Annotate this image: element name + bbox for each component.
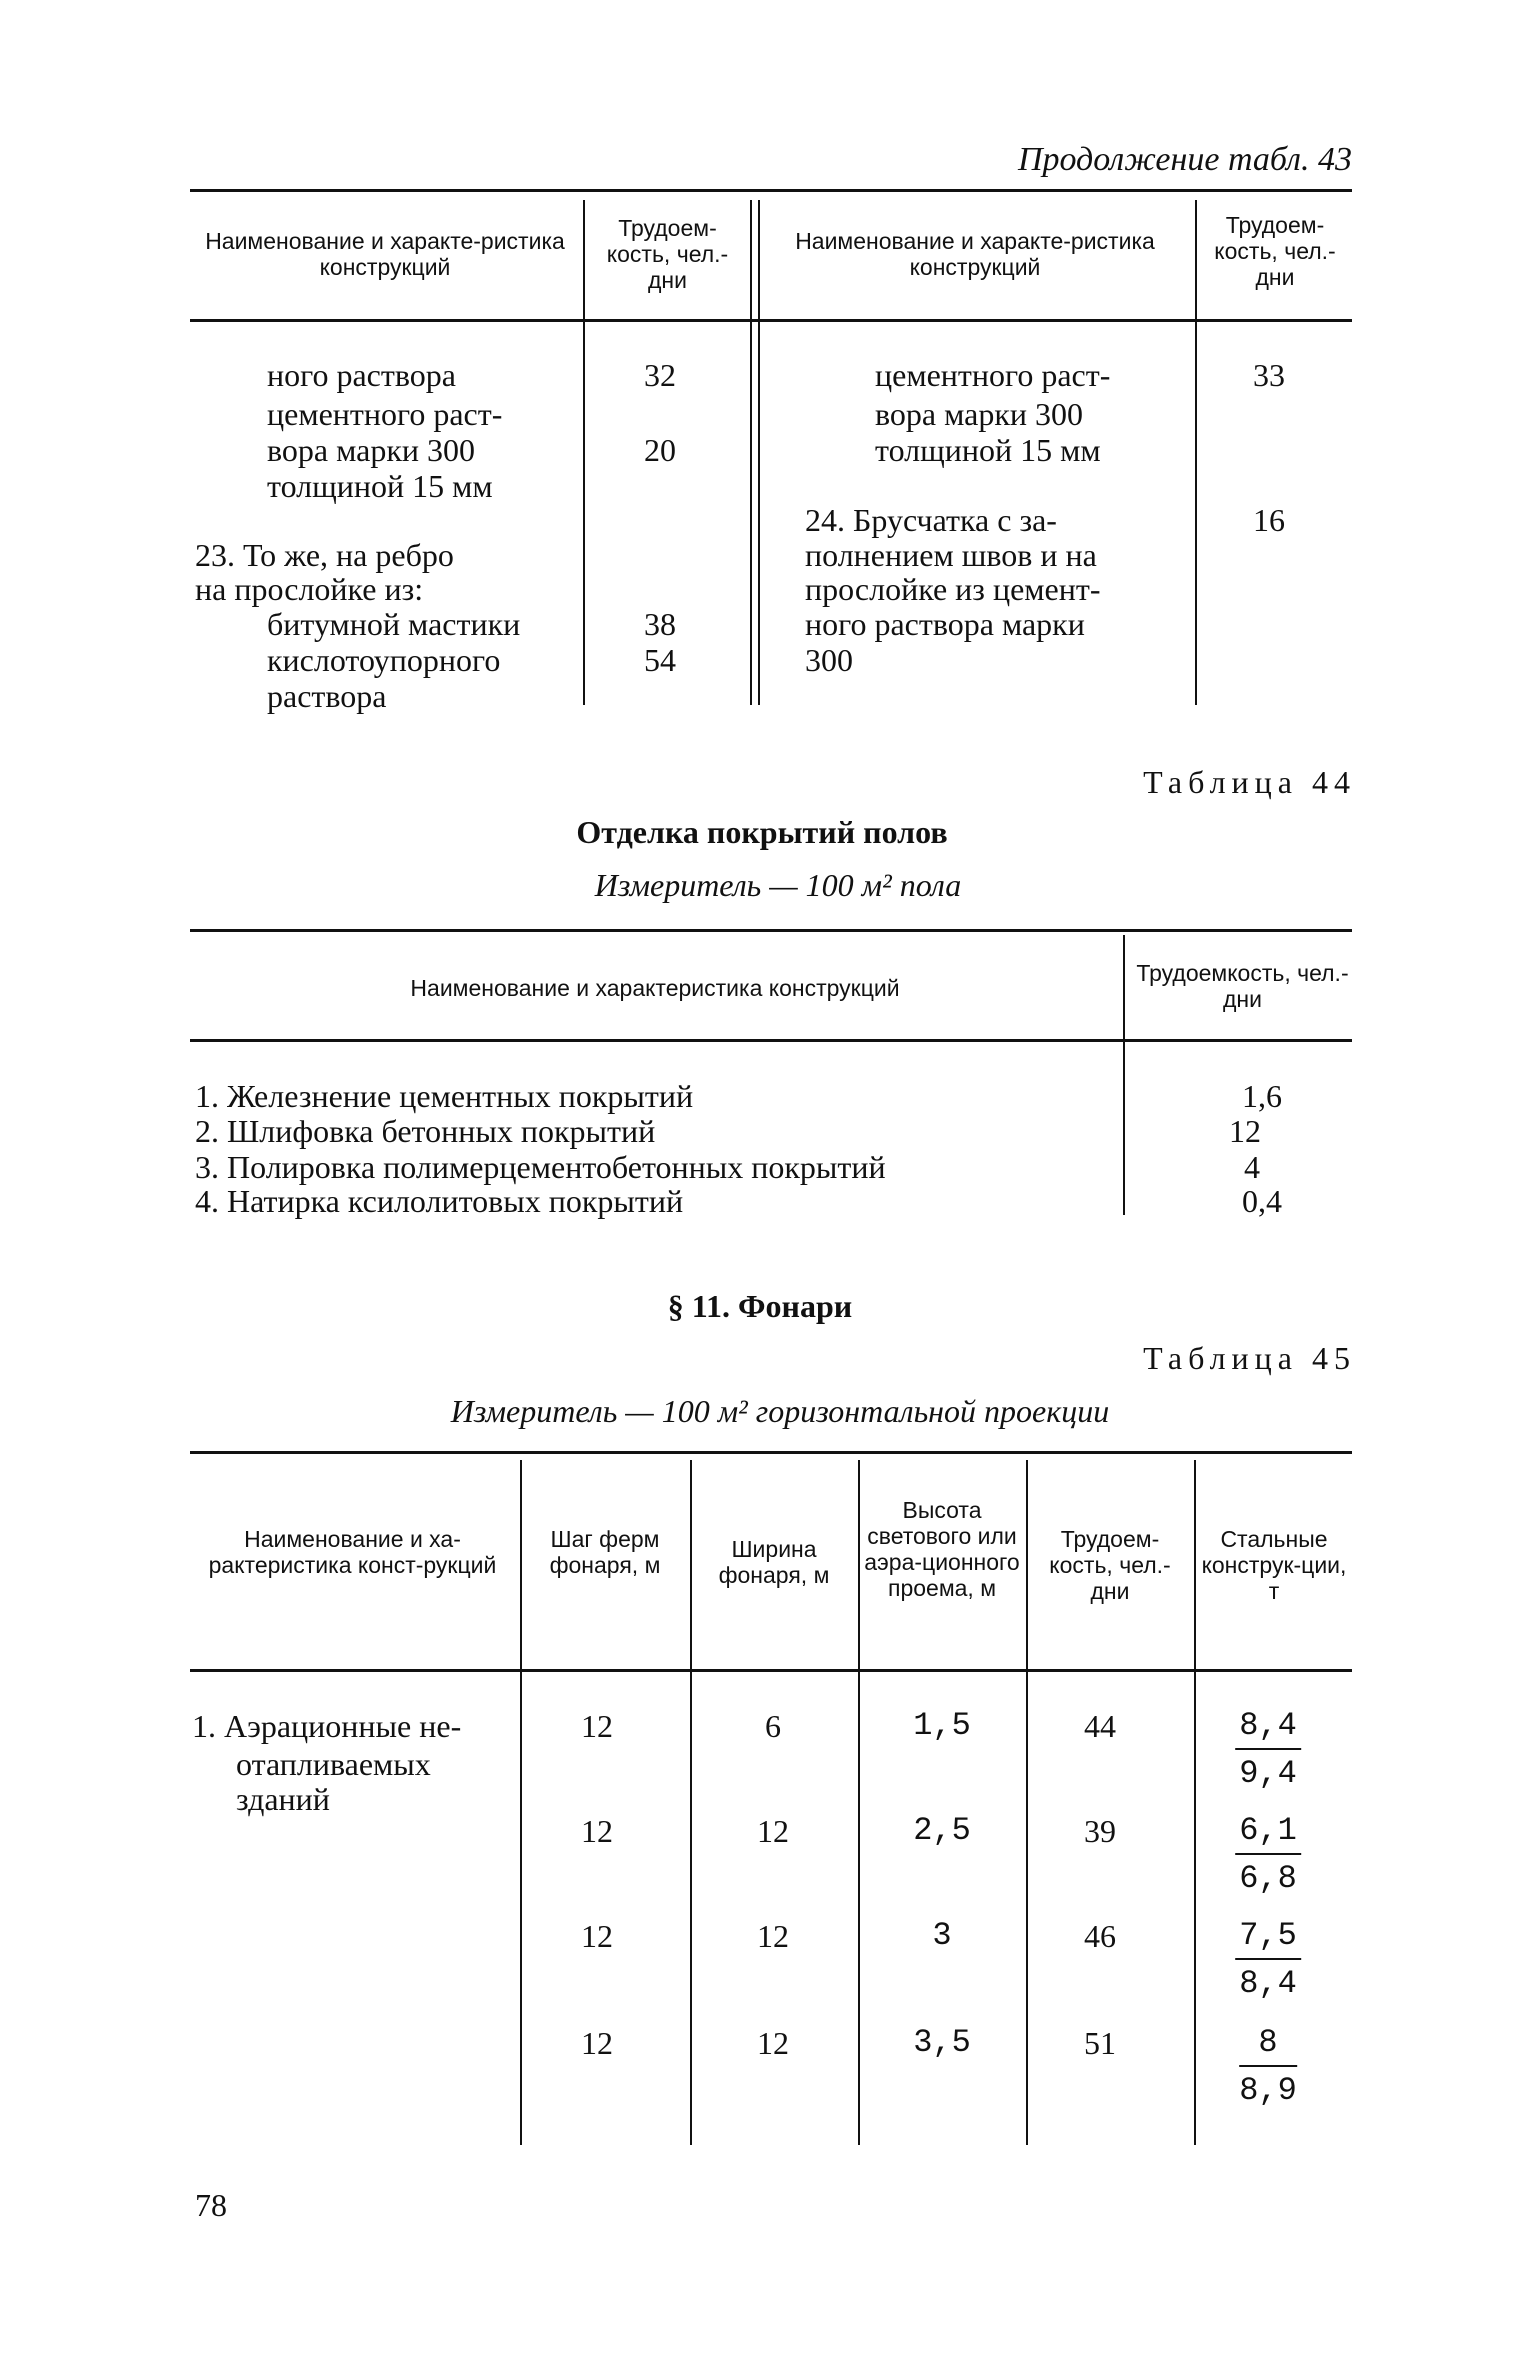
page-number: 78 xyxy=(195,2187,227,2223)
text-line: кислотоупорного xyxy=(267,642,501,678)
cell-step: 12 xyxy=(581,1708,613,1744)
cell-step: 12 xyxy=(581,1918,613,1954)
value: 38 xyxy=(644,606,676,642)
table-row-value: 4 xyxy=(1244,1149,1260,1185)
cell-labor: 44 xyxy=(1084,1708,1116,1744)
column-divider xyxy=(1123,935,1125,1215)
table-title: Отделка покрытий полов xyxy=(576,814,948,850)
column-divider xyxy=(1194,1460,1196,2145)
column-divider xyxy=(1195,200,1197,705)
value: 16 xyxy=(1253,502,1285,538)
continuation-label: Продолжение табл. 43 xyxy=(1017,141,1352,178)
table-label: Таблица 45 xyxy=(1143,1340,1356,1376)
column-divider xyxy=(520,1460,522,2145)
cell-step: 12 xyxy=(581,1813,613,1849)
value: 54 xyxy=(644,642,676,678)
rule xyxy=(190,1669,1352,1672)
text-line: цементного раст- xyxy=(875,357,1111,393)
column-divider xyxy=(750,200,752,705)
text-line: раствора xyxy=(267,678,387,714)
header-labor: Трудоемкость, чел.-дни xyxy=(1136,960,1349,1012)
steel-denominator: 8,4 xyxy=(1239,1965,1297,2002)
rule xyxy=(190,929,1352,932)
text-line: прослойке из цемент- xyxy=(805,571,1101,607)
text-line: толщиной 15 мм xyxy=(875,432,1101,468)
text-line: вора марки 300 xyxy=(875,396,1083,432)
header-name: Наименование и характе-ристика конструкций xyxy=(795,228,1155,280)
text-line: на прослойке из: xyxy=(195,571,424,607)
value: 20 xyxy=(644,432,676,468)
table-row-name: 3. Полировка полимерцементобетонных покрытий xyxy=(195,1149,886,1185)
table-label: Таблица 44 xyxy=(1143,764,1356,800)
steel-numerator: 8 xyxy=(1239,2025,1297,2067)
cell-height: 3,5 xyxy=(913,2024,971,2061)
text-line: 24. Брусчатка с за- xyxy=(805,502,1057,538)
column-divider xyxy=(583,200,585,705)
table-unit: Измеритель — 100 м² горизонтальной проекции xyxy=(450,1393,1110,1429)
header-name: Наименование и характеристика конструкций xyxy=(410,975,900,1001)
cell-width: 12 xyxy=(757,1813,789,1849)
rule xyxy=(190,319,1352,322)
steel-denominator: 6,8 xyxy=(1239,1860,1297,1897)
cell-height: 3 xyxy=(932,1917,952,1954)
table-row-value: 12 xyxy=(1229,1113,1261,1149)
text-line: ного раствора марки xyxy=(805,606,1085,642)
cell-width: 6 xyxy=(765,1708,781,1744)
text-line: 23. То же, на ребро xyxy=(195,537,454,573)
steel-denominator: 8,9 xyxy=(1239,2072,1297,2109)
text-line: полнением швов и на xyxy=(805,537,1097,573)
table-unit: Измеритель — 100 м² пола xyxy=(594,867,962,903)
header-height: Высота светового или аэра-ционного проема, м xyxy=(864,1497,1020,1601)
column-divider xyxy=(858,1460,860,2145)
cell-height: 2,5 xyxy=(913,1812,971,1849)
cell-labor: 46 xyxy=(1084,1918,1116,1954)
text-line: отапливаемых xyxy=(236,1746,431,1782)
cell-width: 12 xyxy=(757,1918,789,1954)
steel-numerator: 7,5 xyxy=(1235,1918,1301,1960)
table-row-name: 2. Шлифовка бетонных покрытий xyxy=(195,1113,656,1149)
rule xyxy=(190,1451,1352,1454)
steel-denominator: 9,4 xyxy=(1239,1755,1297,1792)
text-line: ного раствора xyxy=(267,357,456,393)
text-line: битумной мастики xyxy=(267,606,521,642)
table-row-value: 1,6 xyxy=(1242,1078,1282,1114)
text-line: 300 xyxy=(805,642,853,678)
header-width: Ширина фонаря, м xyxy=(718,1536,830,1588)
text-line: толщиной 15 мм xyxy=(267,468,493,504)
cell-steel-fraction xyxy=(1235,1918,1301,2002)
text-line: зданий xyxy=(236,1781,330,1817)
column-divider xyxy=(690,1460,692,2145)
table-row-value: 0,4 xyxy=(1242,1183,1282,1219)
cell-steel-fraction xyxy=(1235,1708,1301,1792)
text-line: цементного раст- xyxy=(267,396,503,432)
header-name: Наименование и ха-рактеристика конст-рукций xyxy=(208,1526,497,1578)
header-step: Шаг ферм фонаря, м xyxy=(549,1526,661,1578)
table-row-name: 4. Натирка ксилолитовых покрытий xyxy=(195,1183,684,1219)
value: 32 xyxy=(644,357,676,393)
text-line: вора марки 300 xyxy=(267,432,475,468)
section-heading: § 11. Фонари xyxy=(667,1288,853,1324)
header-labor: Трудоем-кость, чел.-дни xyxy=(1214,212,1336,290)
value: 33 xyxy=(1253,357,1285,393)
cell-labor: 51 xyxy=(1084,2025,1116,2061)
column-divider xyxy=(758,200,760,705)
cell-labor: 39 xyxy=(1084,1813,1116,1849)
cell-step: 12 xyxy=(581,2025,613,2061)
steel-numerator: 6,1 xyxy=(1235,1813,1301,1855)
header-labor: Трудоем-кость, чел.-дни xyxy=(606,215,729,293)
cell-width: 12 xyxy=(757,2025,789,2061)
header-labor: Трудоем-кость, чел.-дни xyxy=(1049,1526,1171,1604)
table-row-name: 1. Железнение цементных покрытий xyxy=(195,1078,694,1114)
cell-steel-fraction xyxy=(1235,1813,1301,1897)
column-divider xyxy=(1026,1460,1028,2145)
header-steel: Стальные конструк-ции, т xyxy=(1201,1526,1347,1604)
rule xyxy=(190,189,1352,192)
rule xyxy=(190,1039,1352,1042)
header-name: Наименование и характе-ристика конструкций xyxy=(205,228,565,280)
cell-steel-fraction xyxy=(1239,2025,1297,2109)
text-line: 1. Аэрационные не- xyxy=(192,1708,462,1744)
steel-numerator: 8,4 xyxy=(1235,1708,1301,1750)
cell-height: 1,5 xyxy=(913,1707,971,1744)
